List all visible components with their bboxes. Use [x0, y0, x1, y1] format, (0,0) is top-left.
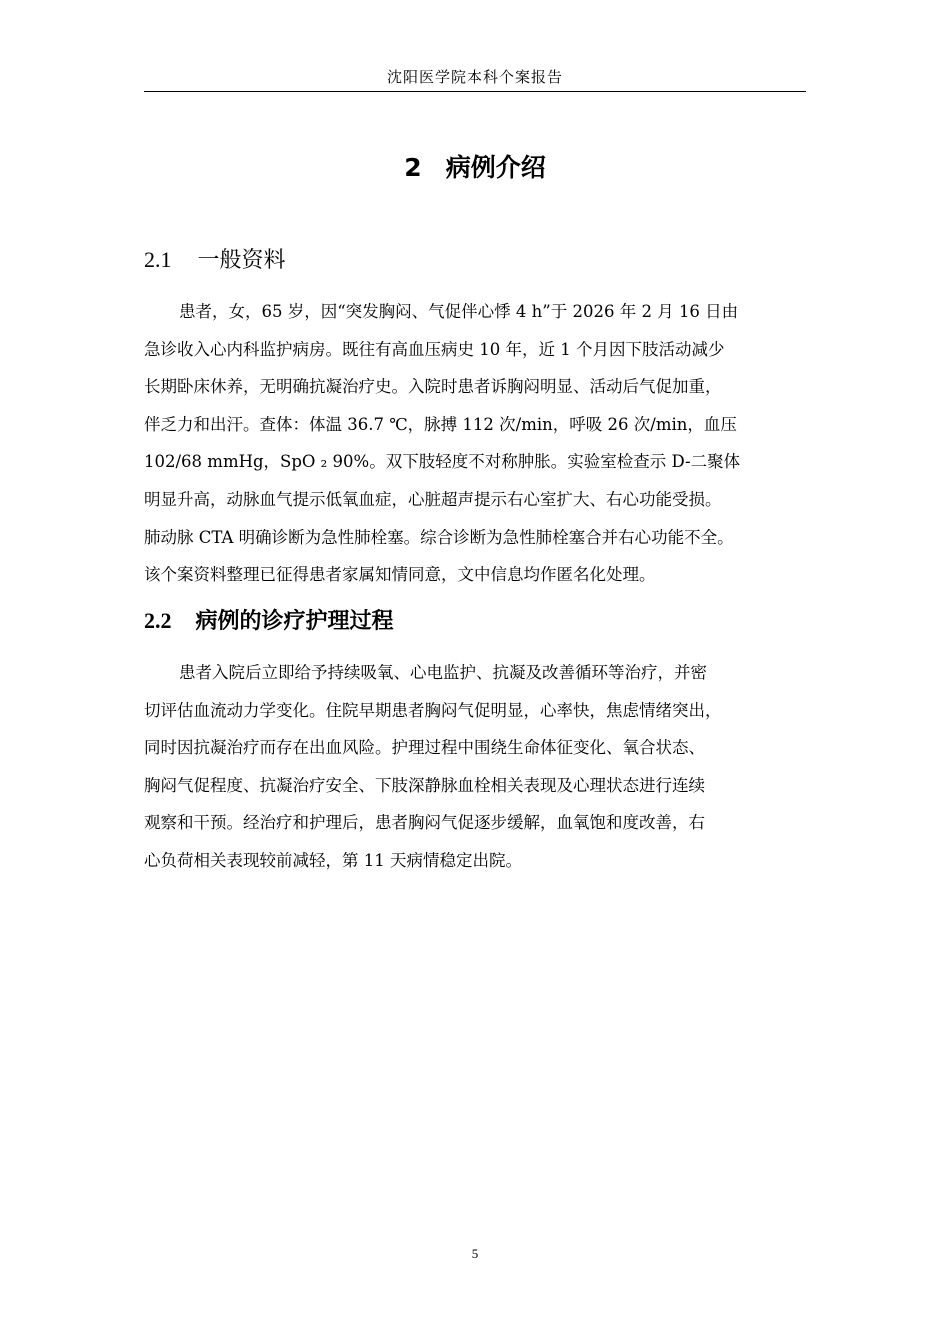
paragraph-line: 该个案资料整理已征得患者家属知情同意，文中信息均作匿名化处理。 [144, 565, 656, 585]
section-heading-care-process [144, 604, 394, 635]
paragraph-line: 肺动脉 CTA 明确诊断为急性肺栓塞。综合诊断为急性肺栓塞合并右心功能不全。 [144, 527, 734, 547]
paragraph-line: 观察和干预。经治疗和护理后，患者胸闷气促逐步缓解，血氧饱和度改善，右 [144, 813, 705, 833]
paragraph-line: 切评估血流动力学变化。住院早期患者胸闷气促明显，心率快，焦虑情绪突出， [144, 700, 722, 720]
paragraph-line: 明显升高，动脉血气提示低氧血症，心脏超声提示右心室扩大、右心功能受损。 [144, 489, 722, 509]
paragraph-care-process [144, 654, 810, 880]
paragraph-line: 同时因抗凝治疗而存在出血风险。护理过程中围绕生命体征变化、氧合状态、 [144, 738, 705, 758]
page-number: 5 [471, 1246, 479, 1261]
section-title: 一般资料 [197, 248, 286, 273]
chapter-title: 病例介绍 [445, 153, 546, 182]
running-header: 沈阳医学院本科个案报告 [386, 68, 563, 86]
header-divider [144, 91, 806, 92]
paragraph-line: 患者，女，65 岁，因“突发胸闷、气促伴心悸 4 h”于 2026 年 2 月 16 日由 [179, 302, 739, 321]
paragraph-line: 心负荷相关表现较前减轻，第 11 天病情稳定出院。 [144, 850, 522, 870]
paragraph-general-info [144, 293, 810, 594]
paragraph-line: 伴乏力和出汗。查体：体温 36.7 ℃，脉搏 112 次/min，呼吸 26 次/min，血压 [144, 414, 737, 434]
chapter-number: 2 [404, 153, 422, 182]
paragraph-line: 胸闷气促程度、抗凝治疗安全、下肢深静脉血栓相关表现及心理状态进行连续 [144, 775, 705, 795]
section-number: 2.1 [144, 247, 172, 272]
paragraph-line: 急诊收入心内科监护病房。既往有高血压病史 10 年，近 1 个月因下肢活动减少 [144, 339, 725, 359]
paragraph-line: 102/68 mmHg，SpO ₂ 90%。双下肢轻度不对称肿胀。实验室检查示 D-二聚体 [144, 452, 741, 472]
section-heading-general-info [144, 243, 286, 274]
chapter-heading [144, 148, 806, 184]
section-title: 病例的诊疗护理过程 [195, 609, 394, 634]
paragraph-line: 长期卧床休养，无明确抗凝治疗史。入院时患者诉胸闷明显、活动后气促加重， [144, 377, 722, 397]
paragraph-line: 患者入院后立即给予持续吸氧、心电监护、抗凝及改善循环等治疗，并密 [179, 663, 707, 682]
section-number: 2.2 [144, 608, 172, 633]
